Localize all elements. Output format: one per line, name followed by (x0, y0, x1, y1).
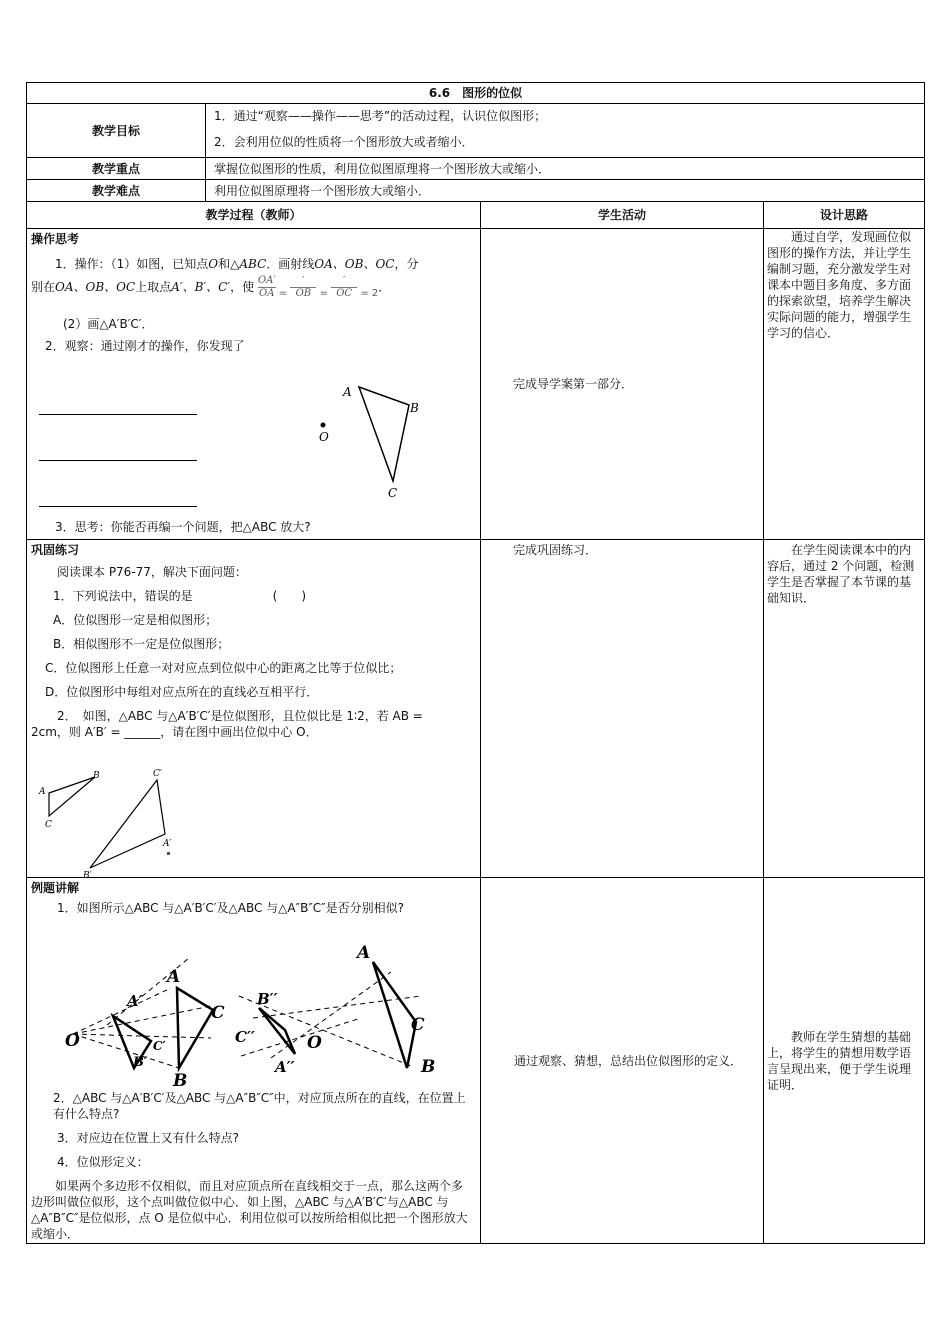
focus-label: 教学重点 (27, 158, 206, 180)
label-c1: C′ (153, 769, 162, 779)
goal-item: 1．通过“观察——操作——思考”的活动过程，认识位似图形； (214, 109, 547, 123)
text: 1．下列说法中，错误的是 (53, 589, 193, 603)
label-o: O (65, 1031, 80, 1051)
label-o: O (319, 430, 329, 444)
text: A′、B′、C′ (171, 280, 231, 294)
difficulty-text: 利用位似图原理将一个图形放大或缩小． (206, 180, 925, 202)
text: 和 (218, 257, 231, 271)
answer-line (39, 506, 197, 507)
header-design: 设计思路 (764, 202, 925, 229)
ratio-fraction (258, 275, 378, 300)
label-c: C (45, 820, 52, 830)
sec3-q2: 2．△ABC 与△A′B′C′及△ABC 与△A″B″C″中，对应顶点所在的直线，在位置上有什么特点? (53, 1091, 466, 1121)
text: OB (295, 288, 312, 299)
sec3-q4: 4．位似形定义： (57, 1155, 149, 1169)
sec1-op-line2 (31, 275, 476, 300)
label-b1: B′ (83, 871, 92, 881)
text: ，分 (394, 257, 419, 271)
sec1-op-line1 (31, 253, 476, 275)
text: = (319, 288, 328, 299)
text: 2 (371, 288, 379, 299)
text: = (360, 288, 369, 299)
sec2-heading: 巩固练习 (31, 543, 80, 557)
sec2-q2-line1: 2． 如图，△ABC 与△A′B′C′是位似图形，且位似比是 1∶2，若 AB = (57, 709, 423, 723)
sec3-q1: 1．如图所示△ABC 与△A′B′C′及△ABC 与△A″B″C″是否分别相似? (57, 901, 405, 915)
text: OA (259, 288, 275, 299)
label-c2: C′′ (235, 1028, 255, 1046)
sec3-heading: 例题讲解 (31, 881, 80, 895)
label-c: C (388, 486, 398, 500)
sec3-teacher (27, 878, 481, 1244)
sec3-design: 教师在学生猜想的基础上，将学生的猜想用数学语言呈现出来，便于学生说理证明． (764, 878, 925, 1244)
lesson-table (26, 82, 925, 1244)
header-student: 学生活动 (481, 202, 764, 229)
label-c1: C′ (153, 1039, 166, 1053)
text: OA′ (257, 275, 276, 286)
label-b1: B′ (133, 1055, 148, 1070)
text: ( ) (272, 589, 307, 603)
label-b-right: B (421, 1057, 436, 1077)
sec2-teacher (27, 540, 481, 881)
triangle-abc-right (373, 962, 416, 1068)
label-c: C (211, 1003, 225, 1023)
triangle-abc (359, 387, 409, 481)
sec2-q2-line2: 2cm，则 A′B′ = ______，请在图中画出位似中心 O． (31, 725, 318, 739)
label-o-right: O (307, 1033, 322, 1053)
label-b: B (410, 401, 419, 415)
text: ′ (331, 275, 357, 288)
sec3-q3: 3．对应边在位置上又有什么特点? (57, 1131, 240, 1145)
answer-line (39, 460, 197, 461)
triangle-abc (49, 777, 95, 816)
text: OA、OB、OC (314, 257, 395, 271)
text: ，使 (230, 280, 255, 294)
sec2-student: 完成巩固练习． (481, 540, 764, 878)
text: 1．操作：（1）如图，已知点 (55, 257, 209, 271)
text: OC (336, 288, 353, 299)
page-title: 6.6 图形的位似 (27, 83, 925, 104)
sec1-observe: 2．观察：通过刚才的操作，你发现了 (45, 339, 245, 353)
sec2-read: 阅读课本 P76-77，解决下面问题： (57, 565, 247, 579)
focus-text: 掌握位似图形的性质，利用位似图原理将一个图形放大或缩小． (206, 158, 925, 180)
answer-line (39, 414, 197, 415)
sec2-design: 在学生阅读课本中的内容后，通过 2 个问题，检测学生是否掌握了本节课的基础知识． (764, 540, 925, 878)
label-a1: A′ (127, 992, 143, 1010)
rays-left (73, 958, 211, 1068)
text: 别在 (31, 280, 56, 294)
text: △ABC (230, 257, 267, 271)
label-a: A (167, 967, 181, 987)
sec2-opt-c: C．位似图形上任意一对对应点到位似中心的距离之比等于位似比； (45, 661, 402, 675)
homothety-figure (61, 938, 451, 1091)
triangle-a2b2c2 (259, 1008, 295, 1054)
sec1-design: 通过自学，发现画位似图形的操作方法，并让学生编制习题，充分激发学生对课本中题目多角度、多方面的探索欲望，培养学生解决实际问题的能力，增强学生学习的信心． (764, 229, 925, 540)
goal-item: 2．会利用位似的性质将一个图形放大或者缩小． (214, 135, 474, 149)
text: ．画射线 (266, 257, 315, 271)
sec2-opt-d: D．位似图形中每组对应点所在的直线必互相平行． (45, 685, 319, 699)
triangle-abc-left (177, 988, 213, 1068)
label-a1: A′ (163, 839, 172, 849)
sec1-draw: (2）画△A′B′C′． (63, 317, 154, 331)
sec2-q1 (31, 588, 476, 604)
text: 上取点 (135, 280, 172, 294)
text: OA、OB、OC (55, 280, 136, 294)
text: ′ (290, 275, 316, 288)
label-b: B (173, 1071, 188, 1091)
sec2-opt-a: A．位似图形一定是相似图形； (53, 613, 218, 627)
triangle-figure-1 (307, 379, 427, 509)
header-teacher: 教学过程（教师） (27, 202, 481, 229)
sec2-opt-b: B．相似图形不一定是位似图形； (53, 637, 230, 651)
sec3-definition: 如果两个多边形不仅相似，而且对应顶点所在直线相交于一点，那么这两个多边形叫做位似形，这个点叫做位似中心．如上图，△ABC 与△A′B′C′与△ABC 与△A″B″C″是位似形，点 O 是位似中心．利用位似可以按所给相似比把一个图形放大或缩小． (31, 1179, 468, 1241)
sec3-student: 通过观察、猜想，总结出位似图形的定义． (481, 878, 764, 1244)
point-o (321, 423, 326, 428)
text: ． (378, 280, 391, 294)
label-a: A (39, 787, 46, 797)
difficulty-label: 教学难点 (27, 180, 206, 202)
goals-label: 教学目标 (27, 104, 206, 158)
sec1-student: 完成导学案第一部分． (481, 229, 764, 540)
triangle-a1b1c1 (90, 780, 165, 868)
marker (167, 852, 170, 855)
text: O (208, 257, 219, 271)
sec1-think: 3．思考：你能否再编一个问题，把△ABC 放大? (55, 520, 311, 534)
sec1-teacher (27, 229, 481, 540)
label-b: B (93, 771, 100, 781)
text: = (278, 288, 288, 299)
label-a-right: A (357, 943, 371, 963)
sec1-heading: 操作思考 (31, 232, 80, 246)
label-a2: A′′ (275, 1058, 295, 1076)
triangle-figure-2 (33, 760, 193, 880)
goals-content (206, 104, 925, 158)
label-a: A (343, 385, 352, 399)
label-b2: B′′ (257, 990, 278, 1008)
label-c-right: C (411, 1015, 425, 1035)
lesson-plan (26, 82, 924, 1244)
